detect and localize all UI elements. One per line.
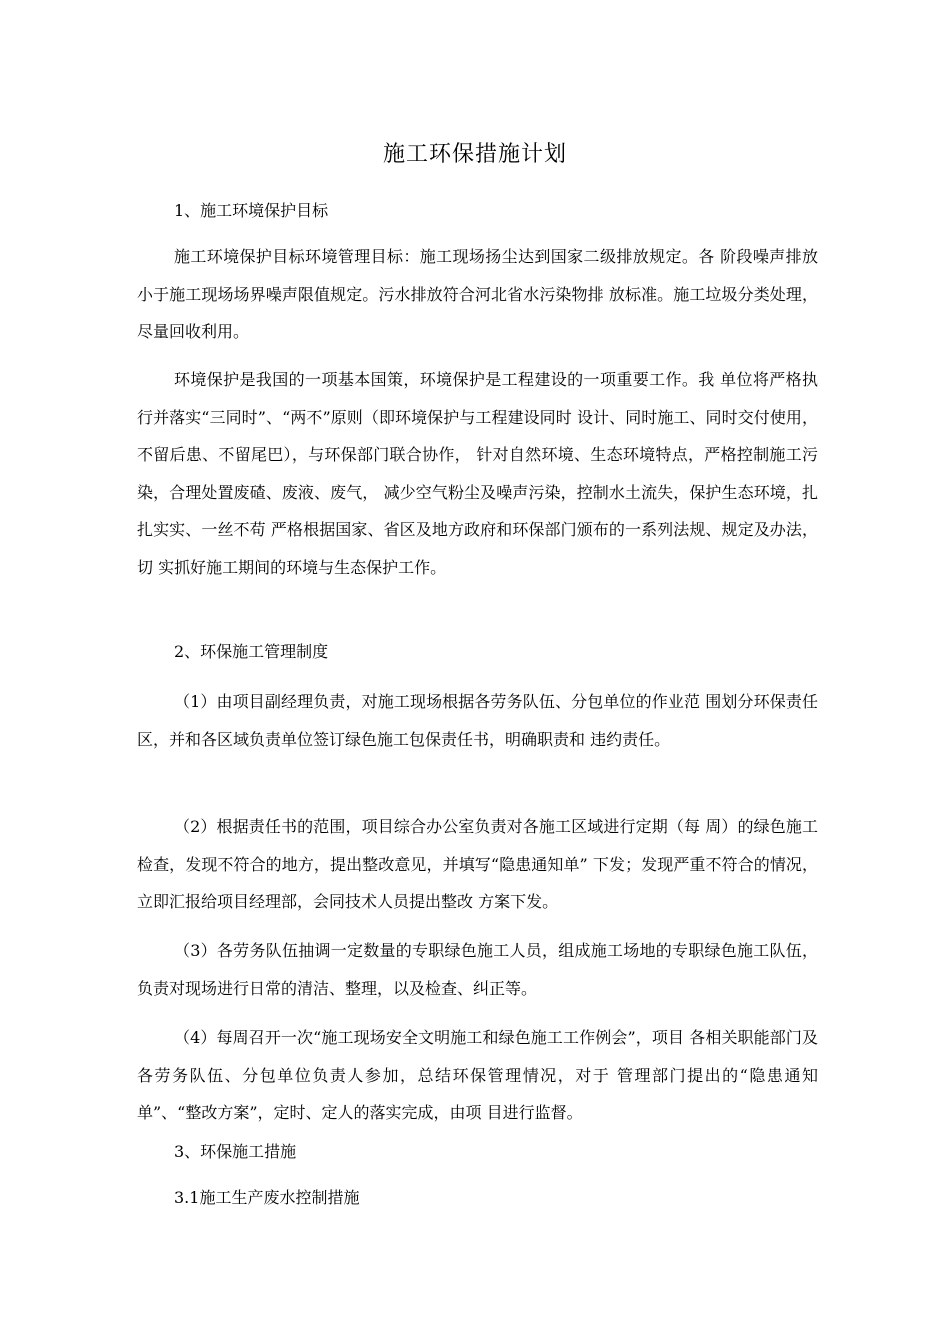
- section-1-heading: 1、施工环境保护目标: [174, 201, 329, 220]
- section-1-paragraph-1: 施工环境保护目标环境管理目标：施工现场扬尘达到国家二级排放规定。各 阶段噪声排放小于施工现场场界噪声限值规定。污水排放符合河北省水污染物排 放标准。施工垃圾分类处理，尽量回收利用。: [137, 247, 818, 341]
- section-2-item-3: （3）各劳务队伍抽调一定数量的专职绿色施工人员，组成施工场地的专职绿色施工队伍，负责对现场进行日常的清洁、整理，以及检查、纠正等。: [137, 941, 818, 998]
- document-title: 施工环保措施计划: [382, 142, 567, 167]
- section-3-1-heading: 3.1施工生产废水控制措施: [174, 1188, 360, 1207]
- section-2-heading: 2、环保施工管理制度: [174, 642, 329, 661]
- section-2-item-4: （4）每周召开一次“施工现场安全文明施工和绿色施工工作例会”，项目 各相关职能部门及各劳务队伍、分包单位负责人参加，总结环保管理情况，对于 管理部门提出的“隐患通知单”、“整改方案”，定时、定人的落实完成，由项 目进行监督。: [137, 1028, 818, 1122]
- section-2-item-1: （1）由项目副经理负责，对施工现场根据各劳务队伍、分包单位的作业范 围划分环保责任区，并和各区域负责单位签订绿色施工包保责任书，明确职责和 违约责任。: [137, 692, 818, 749]
- section-2-item-2: （2）根据责任书的范围，项目综合办公室负责对各施工区域进行定期（每 周）的绿色施工检查，发现不符合的地方，提出整改意见，并填写“隐患通知单” 下发；发现严重不符合的情况，立即汇报给项目经理部，会同技术人员提出整改 方案下发。: [137, 817, 818, 911]
- section-3-heading: 3、环保施工措施: [174, 1142, 297, 1161]
- section-1-paragraph-2: 环境保护是我国的一项基本国策，环境保护是工程建设的一项重要工作。我 单位将严格执行并落实“三同时”、“两不”原则（即环境保护与工程建设同时 设计、同时施工、同时交付使用，不留后患、不留尾巴），与环保部门联合协作， 针对自然环境、生态环境特点，严格控制施工污染，合理处置废碴、废液、废气， 减少空气粉尘及噪声污染，控制水土流失，保护生态环境，扎扎实实、一丝不苟 严格根据国家、省区及地方政府和环保部门颁布的一系列法规、规定及办法，切 实抓好施工期间的环境与生态保护工作。: [137, 370, 818, 577]
